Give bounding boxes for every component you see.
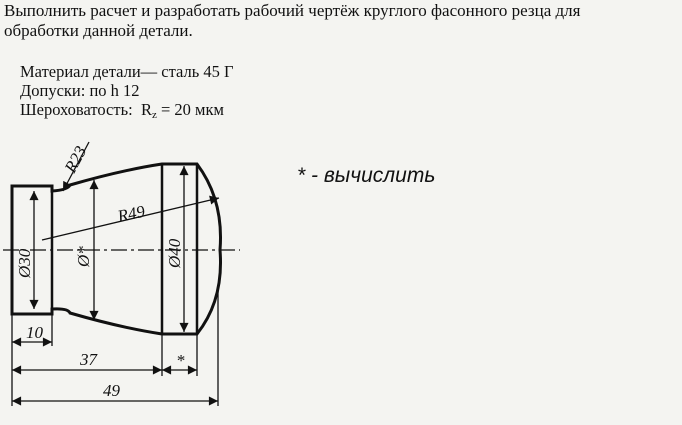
dia-star-label: Ø* <box>74 246 93 267</box>
material-spec: Материал детали— сталь 45 Г <box>20 62 234 81</box>
dia40-label: Ø40 <box>165 238 184 268</box>
dim-10-label: 10 <box>26 323 43 342</box>
dia30-label: Ø30 <box>15 248 34 278</box>
dim-49-label: 49 <box>103 381 120 400</box>
roughness-subscript: z <box>151 109 157 121</box>
r49-label: R49 <box>115 201 147 226</box>
part-outline <box>12 164 221 334</box>
roughness-symbol: R <box>140 100 152 119</box>
roughness-label: Шероховатость: <box>20 100 133 119</box>
task-line-2: обработки данной детали. <box>4 21 193 40</box>
r23-label: R23 <box>60 142 91 176</box>
task-line-1: Выполнить расчет и разработать рабочий чертёж круглого фасонного резца для <box>4 1 581 20</box>
roughness-value: = 20 мкм <box>160 100 224 119</box>
tolerance-spec: Допуски: по h 12 <box>20 81 140 100</box>
dim-37-label: 37 <box>80 350 97 369</box>
dim-star-label: * <box>176 351 185 370</box>
calculate-note: * - вычислить <box>297 164 436 187</box>
